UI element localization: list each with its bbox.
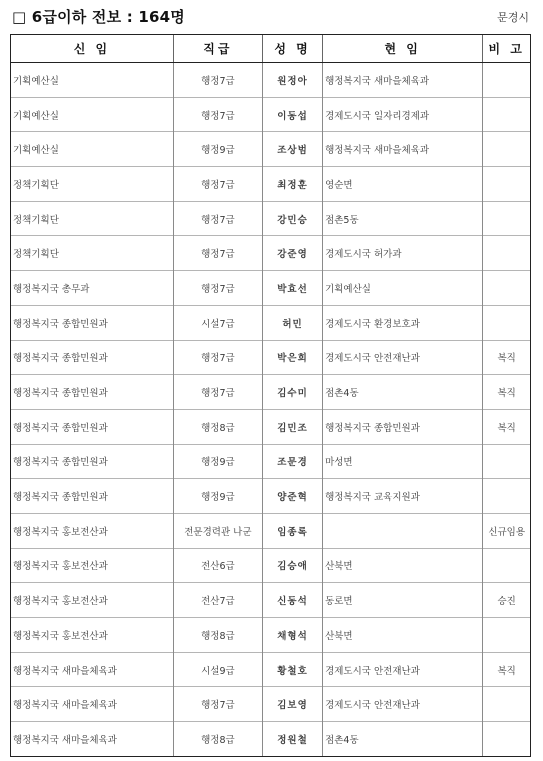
table-row <box>11 479 530 514</box>
cell-note <box>483 722 530 756</box>
cell-note <box>483 271 530 306</box>
cell-new-post: 행정복지국 홍보전산과 <box>11 513 173 548</box>
cell-note <box>483 132 530 167</box>
cell-grade: 행정8급 <box>173 618 262 653</box>
cell-note: 복직 <box>483 340 530 375</box>
cell-grade: 행정9급 <box>173 132 262 167</box>
table-row <box>11 167 530 202</box>
cell-new-post: 행정복지국 종합민원과 <box>11 479 173 514</box>
cell-name: 박효선 <box>262 271 322 306</box>
cell-name: 강준영 <box>262 236 322 271</box>
cell-grade: 시설9급 <box>173 652 262 687</box>
cell-grade: 행정7급 <box>173 167 262 202</box>
cell-current-post: 경제도시국 안전재난과 <box>323 652 483 687</box>
cell-current-post: 마성면 <box>323 444 483 479</box>
cell-note: 승진 <box>483 583 530 618</box>
table-row <box>11 271 530 306</box>
cell-grade: 행정7급 <box>173 63 262 98</box>
cell-current-post: 경제도시국 안전재난과 <box>323 340 483 375</box>
cell-new-post: 정책기획단 <box>11 236 173 271</box>
cell-current-post: 점촌5동 <box>323 201 483 236</box>
roster-table-frame <box>10 34 531 757</box>
cell-name: 양준혁 <box>262 479 322 514</box>
cell-note: 복직 <box>483 409 530 444</box>
cell-grade: 전문경력관 나군 <box>173 513 262 548</box>
cell-name: 김보영 <box>262 687 322 722</box>
table-row <box>11 513 530 548</box>
cell-current-post: 영순면 <box>323 167 483 202</box>
cell-name: 원정아 <box>262 63 322 98</box>
cell-name: 김승애 <box>262 548 322 583</box>
cell-current-post: 동로면 <box>323 583 483 618</box>
cell-current-post: 산북면 <box>323 618 483 653</box>
cell-grade: 행정7급 <box>173 97 262 132</box>
cell-new-post: 행정복지국 홍보전산과 <box>11 548 173 583</box>
cell-grade: 시설7급 <box>173 305 262 340</box>
cell-name: 조문경 <box>262 444 322 479</box>
table-row <box>11 97 530 132</box>
cell-current-post: 행정복지국 교육지원과 <box>323 479 483 514</box>
table-row <box>11 375 530 410</box>
table-row <box>11 652 530 687</box>
table-row <box>11 340 530 375</box>
cell-current-post: 경제도시국 허가과 <box>323 236 483 271</box>
cell-grade: 행정7급 <box>173 271 262 306</box>
cell-note <box>483 305 530 340</box>
cell-note <box>483 444 530 479</box>
cell-name: 김수미 <box>262 375 322 410</box>
cell-grade: 행정7급 <box>173 375 262 410</box>
cell-current-post: 경제도시국 일자리경제과 <box>323 97 483 132</box>
table-row <box>11 132 530 167</box>
cell-new-post: 행정복지국 종합민원과 <box>11 375 173 410</box>
cell-new-post: 행정복지국 홍보전산과 <box>11 583 173 618</box>
table-row <box>11 444 530 479</box>
cell-note <box>483 167 530 202</box>
city-label: 문경시 <box>497 11 529 24</box>
cell-grade: 행정7급 <box>173 687 262 722</box>
cell-grade: 행정7급 <box>173 236 262 271</box>
cell-name: 김민조 <box>262 409 322 444</box>
cell-grade: 행정7급 <box>173 340 262 375</box>
cell-note: 복직 <box>483 375 530 410</box>
cell-current-post: 행정복지국 종합민원과 <box>323 409 483 444</box>
cell-name: 최정훈 <box>262 167 322 202</box>
cell-name: 임종록 <box>262 513 322 548</box>
cell-current-post: 경제도시국 안전재난과 <box>323 687 483 722</box>
cell-grade: 행정8급 <box>173 409 262 444</box>
cell-note <box>483 63 530 98</box>
cell-grade: 행정7급 <box>173 201 262 236</box>
cell-new-post: 행정복지국 홍보전산과 <box>11 618 173 653</box>
cell-name: 채형석 <box>262 618 322 653</box>
column-header-name: 성 명 <box>262 35 322 63</box>
cell-name: 정원철 <box>262 722 322 756</box>
cell-name: 강민승 <box>262 201 322 236</box>
table-row <box>11 722 530 756</box>
cell-name: 조상범 <box>262 132 322 167</box>
cell-current-post: 산북면 <box>323 548 483 583</box>
cell-current-post <box>323 513 483 548</box>
cell-grade: 전산7급 <box>173 583 262 618</box>
cell-grade: 행정9급 <box>173 444 262 479</box>
cell-new-post: 정책기획단 <box>11 167 173 202</box>
column-header-new-post: 신 임 <box>11 35 173 63</box>
column-header-note: 비 고 <box>483 35 530 63</box>
page-title: □ 6급이하 전보 : 164명 <box>12 8 185 26</box>
cell-note: 복직 <box>483 652 530 687</box>
cell-note <box>483 548 530 583</box>
cell-new-post: 행정복지국 새마을체육과 <box>11 722 173 756</box>
cell-current-post: 행정복지국 새마을체육과 <box>323 132 483 167</box>
table-header-row <box>11 35 530 63</box>
column-header-current-post: 현 임 <box>323 35 483 63</box>
cell-note: 신규임용 <box>483 513 530 548</box>
cell-note <box>483 201 530 236</box>
cell-current-post: 행정복지국 새마을체육과 <box>323 63 483 98</box>
table-row <box>11 409 530 444</box>
cell-new-post: 행정복지국 총무과 <box>11 271 173 306</box>
cell-new-post: 기획예산실 <box>11 97 173 132</box>
cell-current-post: 점촌4동 <box>323 722 483 756</box>
page-header <box>0 0 543 34</box>
table-row <box>11 583 530 618</box>
cell-name: 이동섭 <box>262 97 322 132</box>
cell-note <box>483 479 530 514</box>
cell-new-post: 행정복지국 종합민원과 <box>11 444 173 479</box>
cell-current-post: 경제도시국 환경보호과 <box>323 305 483 340</box>
cell-current-post: 기획예산실 <box>323 271 483 306</box>
cell-grade: 행정9급 <box>173 479 262 514</box>
table-body <box>11 63 530 756</box>
cell-new-post: 기획예산실 <box>11 132 173 167</box>
table-row <box>11 548 530 583</box>
cell-new-post: 행정복지국 종합민원과 <box>11 409 173 444</box>
cell-note <box>483 236 530 271</box>
cell-name: 허민 <box>262 305 322 340</box>
table-row <box>11 305 530 340</box>
cell-current-post: 점촌4동 <box>323 375 483 410</box>
cell-note <box>483 687 530 722</box>
cell-new-post: 행정복지국 종합민원과 <box>11 340 173 375</box>
table-row <box>11 201 530 236</box>
cell-new-post: 행정복지국 종합민원과 <box>11 305 173 340</box>
cell-grade: 전산6급 <box>173 548 262 583</box>
cell-new-post: 기획예산실 <box>13 75 59 87</box>
table-row <box>11 687 530 722</box>
table-row <box>11 63 530 98</box>
cell-grade: 행정8급 <box>173 722 262 756</box>
cell-new-post: 행정복지국 새마을체육과 <box>11 652 173 687</box>
cell-note <box>483 97 530 132</box>
transfer-roster-table <box>11 35 530 756</box>
column-header-grade: 직급 <box>173 35 262 63</box>
cell-new-post: 정책기획단 <box>11 201 173 236</box>
cell-note <box>483 618 530 653</box>
table-row <box>11 236 530 271</box>
table-row <box>11 618 530 653</box>
cell-new-post: 행정복지국 새마을체육과 <box>11 687 173 722</box>
cell-name: 신동석 <box>262 583 322 618</box>
cell-name: 황철호 <box>262 652 322 687</box>
cell-name: 박은희 <box>262 340 322 375</box>
